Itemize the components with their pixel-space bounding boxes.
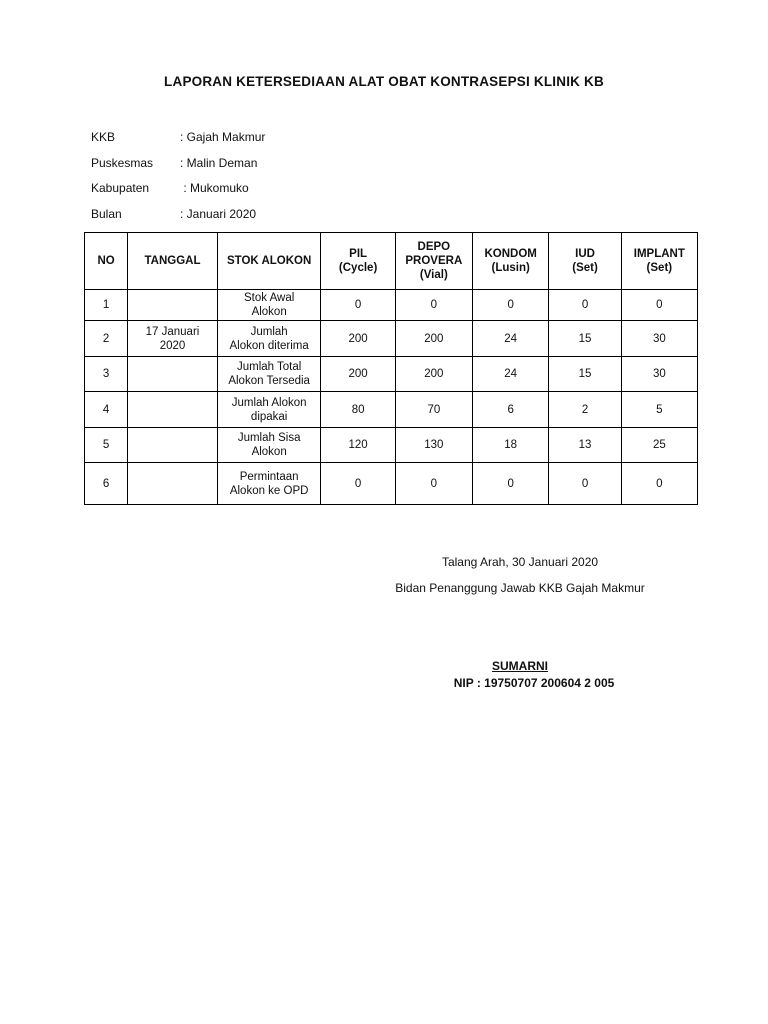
cell-tanggal <box>128 290 218 321</box>
cell-implant: 30 <box>621 357 697 392</box>
table-body <box>85 290 698 505</box>
info-row-kabupaten <box>91 181 249 195</box>
cell-no: 3 <box>85 357 128 392</box>
info-label: Kabupaten <box>91 181 150 195</box>
info-label: Puskesmas <box>91 156 154 170</box>
signature-name: SUMARNI <box>492 659 548 673</box>
header-kondom: KONDOM (Lusin) <box>472 233 548 290</box>
table-header-row <box>85 233 698 290</box>
header-tanggal: TANGGAL <box>128 233 218 290</box>
cell-implant: 25 <box>621 428 697 463</box>
cell-stok-alokon: Jumlah Total Alokon Tersedia <box>217 357 321 392</box>
cell-stok-alokon: Stok Awal Alokon <box>217 290 321 321</box>
cell-pil: 0 <box>321 463 395 505</box>
header-stok-alokon: STOK ALOKON <box>217 233 321 290</box>
table-row <box>85 463 698 505</box>
header-pil: PIL (Cycle) <box>321 233 395 290</box>
table-row <box>85 290 698 321</box>
cell-depo-provera: 200 <box>395 357 472 392</box>
cell-stok-alokon: Jumlah Alokon dipakai <box>217 392 321 428</box>
page-title: LAPORAN KETERSEDIAAN ALAT OBAT KONTRASEPSI KLINIK KB <box>164 74 604 89</box>
cell-pil: 120 <box>321 428 395 463</box>
cell-tanggal: 17 Januari 2020 <box>128 321 218 357</box>
cell-iud: 2 <box>549 392 621 428</box>
cell-kondom: 24 <box>472 357 548 392</box>
cell-iud: 0 <box>549 290 621 321</box>
cell-tanggal <box>128 463 218 505</box>
cell-depo-provera: 130 <box>395 428 472 463</box>
cell-kondom: 6 <box>472 392 548 428</box>
cell-iud: 13 <box>549 428 621 463</box>
cell-stok-alokon: Permintaan Alokon ke OPD <box>217 463 321 505</box>
table-row <box>85 428 698 463</box>
cell-iud: 15 <box>549 321 621 357</box>
cell-tanggal <box>128 428 218 463</box>
cell-depo-provera: 200 <box>395 321 472 357</box>
cell-depo-provera: 0 <box>395 290 472 321</box>
header-depo-provera: DEPO PROVERA (Vial) <box>395 233 472 290</box>
cell-pil: 80 <box>321 392 395 428</box>
cell-depo-provera: 0 <box>395 463 472 505</box>
cell-kondom: 0 <box>472 290 548 321</box>
cell-pil: 200 <box>321 321 395 357</box>
cell-no: 4 <box>85 392 128 428</box>
signature-place-date: Talang Arah, 30 Januari 2020 <box>441 555 599 569</box>
cell-depo-provera: 70 <box>395 392 472 428</box>
info-row-bulan <box>91 207 256 221</box>
info-value: : Mukomuko <box>180 181 249 195</box>
cell-implant: 30 <box>621 321 697 357</box>
cell-tanggal <box>128 392 218 428</box>
cell-stok-alokon: Jumlah Alokon diterima <box>217 321 321 357</box>
table-row <box>85 392 698 428</box>
cell-no: 6 <box>85 463 128 505</box>
cell-kondom: 18 <box>472 428 548 463</box>
table-row <box>85 357 698 392</box>
cell-tanggal <box>128 357 218 392</box>
cell-implant: 0 <box>621 290 697 321</box>
info-label: Bulan <box>91 207 122 221</box>
header-implant: IMPLANT (Set) <box>621 233 697 290</box>
header-no: NO <box>85 233 128 290</box>
signature-role: Bidan Penanggung Jawab KKB Gajah Makmur <box>395 581 645 595</box>
signature-nip: NIP : 19750707 200604 2 005 <box>453 676 615 690</box>
cell-implant: 0 <box>621 463 697 505</box>
cell-no: 5 <box>85 428 128 463</box>
info-label: KKB <box>91 130 116 144</box>
table-row <box>85 321 698 357</box>
cell-pil: 0 <box>321 290 395 321</box>
cell-iud: 0 <box>549 463 621 505</box>
cell-implant: 5 <box>621 392 697 428</box>
cell-kondom: 0 <box>472 463 548 505</box>
cell-kondom: 24 <box>472 321 548 357</box>
stock-table <box>84 232 698 505</box>
info-value: : Januari 2020 <box>180 207 257 221</box>
cell-no: 2 <box>85 321 128 357</box>
cell-no: 1 <box>85 290 128 321</box>
header-iud: IUD (Set) <box>549 233 621 290</box>
cell-iud: 15 <box>549 357 621 392</box>
info-value: : Malin Deman <box>180 156 258 170</box>
info-row-kkb <box>91 130 265 144</box>
cell-pil: 200 <box>321 357 395 392</box>
cell-stok-alokon: Jumlah Sisa Alokon <box>217 428 321 463</box>
info-value: : Gajah Makmur <box>180 130 266 144</box>
info-row-puskesmas <box>91 156 257 170</box>
